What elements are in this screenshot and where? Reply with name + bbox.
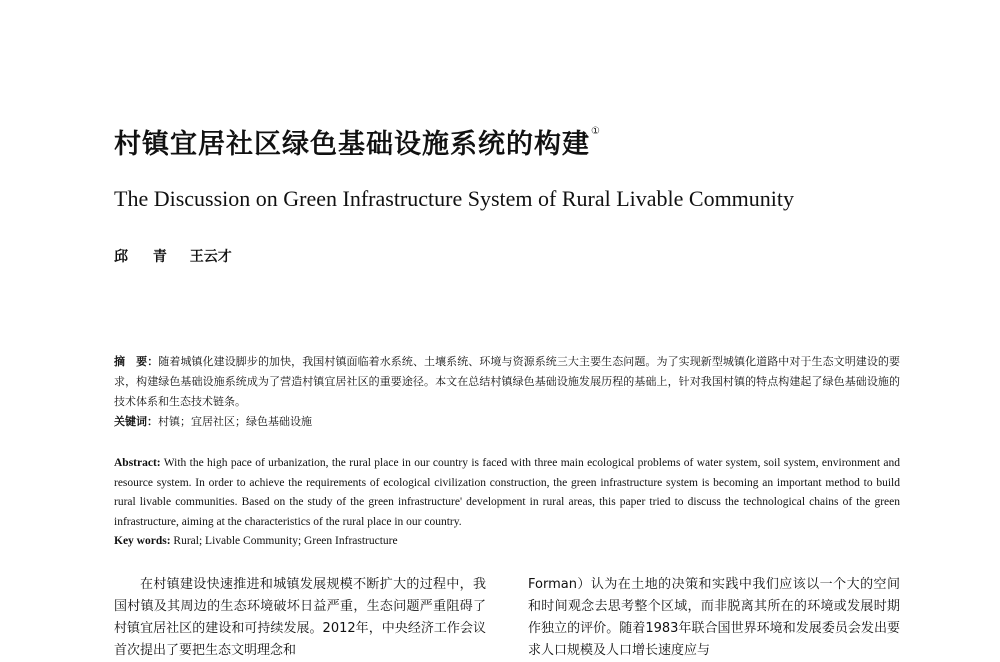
author-list <box>114 246 232 266</box>
author-name: 王云才 <box>189 249 232 265</box>
paper-title-en: The Discussion on Green Infrastructure System of Rural Livable Community <box>114 186 795 211</box>
body-column-right <box>528 574 900 662</box>
body-column-left <box>114 574 486 662</box>
keywords-cn: 村镇；宜居社区；绿色基础设施 <box>158 415 312 428</box>
keywords-cn-line <box>114 412 900 432</box>
body-paragraph: Forman）认为在土地的决策和实践中我们应该以一个大的空间和时间观念去思考整个区域，而非脱离其所在的环境或发展时期作独立的评价。随着1983年联合国世界环境和发展委员会发出要求人口规模及人口增长速度应与 <box>528 577 900 658</box>
paper-title-cn <box>114 122 600 161</box>
abstract-en <box>114 454 900 552</box>
keywords-cn-label: 关键词： <box>114 415 158 428</box>
abstract-en-text: With the high pace of urbanization, the rural place in our country is faced with three main ecological problems of water system, soil system, environment and resource system. In order to achieve the requirements of ecological civilization construction, the green infrastructure system is becoming an important method to build rural livable communities. Based on the study of the green infrastructure' development in rural areas, this paper tried to discuss the technological chains of the green infrastructure, aiming at the characteristics of the rural place in our country. <box>114 457 900 528</box>
paper-title-cn-text: 村镇宜居社区绿色基础设施系统的构建 <box>114 129 590 160</box>
abstract-cn <box>114 352 900 432</box>
title-footnote-mark: ① <box>591 126 601 137</box>
keywords-en-label: Key words: <box>114 535 171 547</box>
abstract-en-label: Abstract: <box>114 457 161 469</box>
abstract-cn-text: 随着城镇化建设脚步的加快，我国村镇面临着水系统、土壤系统、环境与资源系统三大主要生态问题。为了实现新型城镇化道路中对于生态文明建设的要求，构建绿色基础设施系统成为了营造村镇宜居社区的重要途径。本文在总结村镇绿色基础设施发展历程的基础上，针对我国村镇的特点构建起了绿色基础设施的技术体系和生态技术链条。 <box>114 355 901 408</box>
abstract-en-paragraph <box>114 454 900 532</box>
keywords-en: Rural; Livable Community; Green Infrastructure <box>173 535 398 547</box>
abstract-cn-label: 摘 要： <box>114 355 159 368</box>
keywords-en-line <box>114 532 900 552</box>
body-paragraph: 在村镇建设快速推进和城镇发展规模不断扩大的过程中，我国村镇及其周边的生态环境破坏日益严重，生态问题严重阻碍了村镇宜居社区的建设和可持续发展。2012年，中央经济工作会议首次提出了要把生态文明理念和 <box>114 577 486 658</box>
abstract-cn-paragraph <box>114 352 900 412</box>
author-name: 邱 青 <box>114 249 177 265</box>
